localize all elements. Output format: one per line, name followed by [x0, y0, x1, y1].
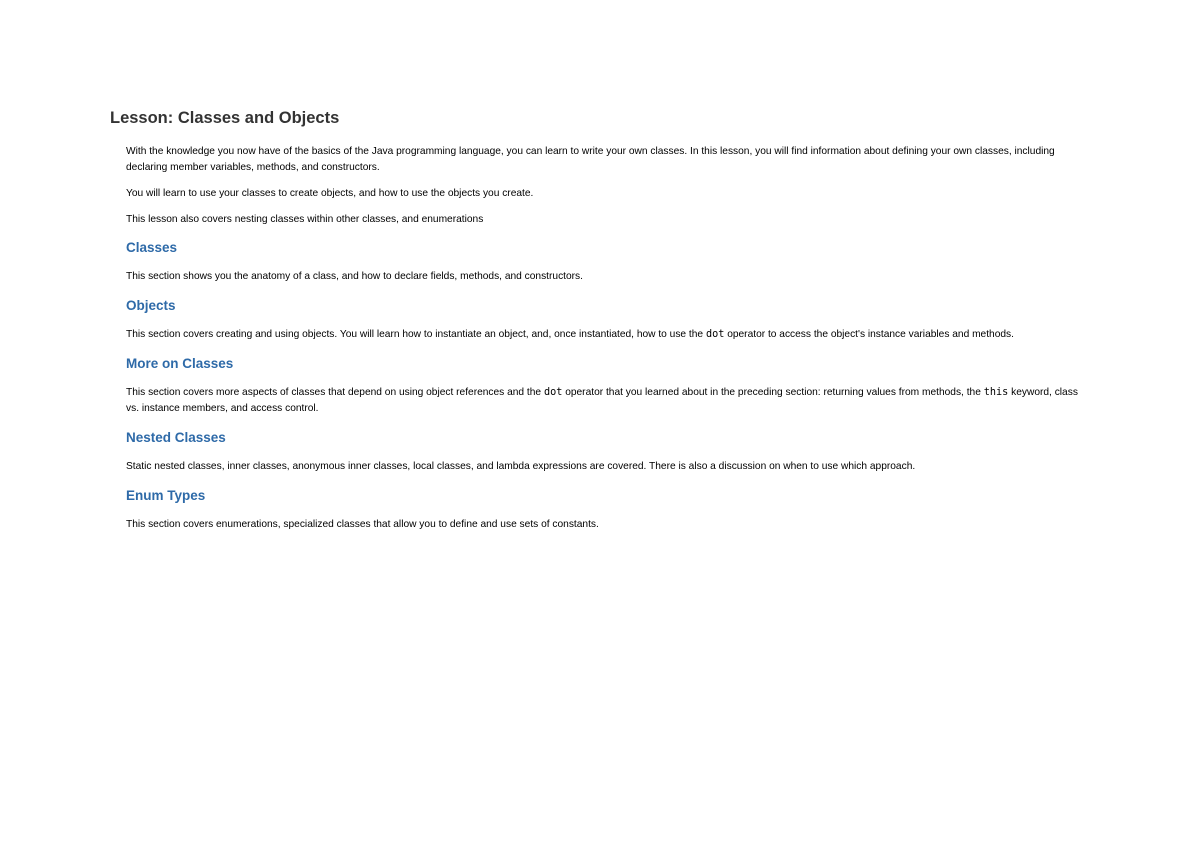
lesson-page [110, 107, 1090, 545]
intro-paragraph-2: You will learn to use your classes to create objects, and how to use the objects you create. [126, 188, 534, 199]
text-segment: This section covers more aspects of classes that depend on using object references and the [126, 387, 542, 398]
text-segment: operator that you learned about in the preceding section: returning values from methods, the [565, 387, 981, 398]
text-segment: This section covers creating and using objects. You will learn how to instantiate an object, and, once instantiated, how to use the [126, 329, 704, 340]
section-text-more-on-classes [126, 385, 1090, 417]
text-segment: keyword, class vs. instance members, and access control. [126, 387, 1078, 414]
section-heading-more-on-classes[interactable]: More on Classes [126, 356, 234, 371]
section-heading-nested-classes[interactable]: Nested Classes [126, 430, 226, 445]
section-text-nested-classes: Static nested classes, inner classes, anonymous inner classes, local classes, and lambda expressions are covered. There is also a discussion on when to use which approach. [126, 461, 916, 472]
section-heading-objects[interactable]: Objects [126, 298, 176, 313]
section-heading-classes[interactable]: Classes [126, 240, 178, 255]
page-title: Lesson: Classes and Objects [110, 109, 340, 127]
section-heading-enum-types[interactable]: Enum Types [126, 488, 206, 503]
code-this: this [983, 387, 1009, 398]
intro-paragraph-3: This lesson also covers nesting classes within other classes, and enumerations [126, 214, 484, 225]
section-text-classes: This section shows you the anatomy of a class, and how to declare fields, methods, and constructors. [126, 271, 583, 282]
text-segment: operator to access the object's instance variables and methods. [727, 329, 1014, 340]
section-text-enum-types: This section covers enumerations, specialized classes that allow you to define and use sets of constants. [126, 519, 599, 530]
code-dot: dot [543, 387, 563, 398]
lesson-content [126, 144, 1090, 533]
intro-paragraph-1: With the knowledge you now have of the basics of the Java programming language, you can learn to write your own classes. In this lesson, you will find information about defining your own classes, including declaring member variables, methods, and constructors. [126, 146, 1055, 173]
code-dot: dot [705, 329, 725, 340]
section-text-objects [126, 327, 1090, 343]
